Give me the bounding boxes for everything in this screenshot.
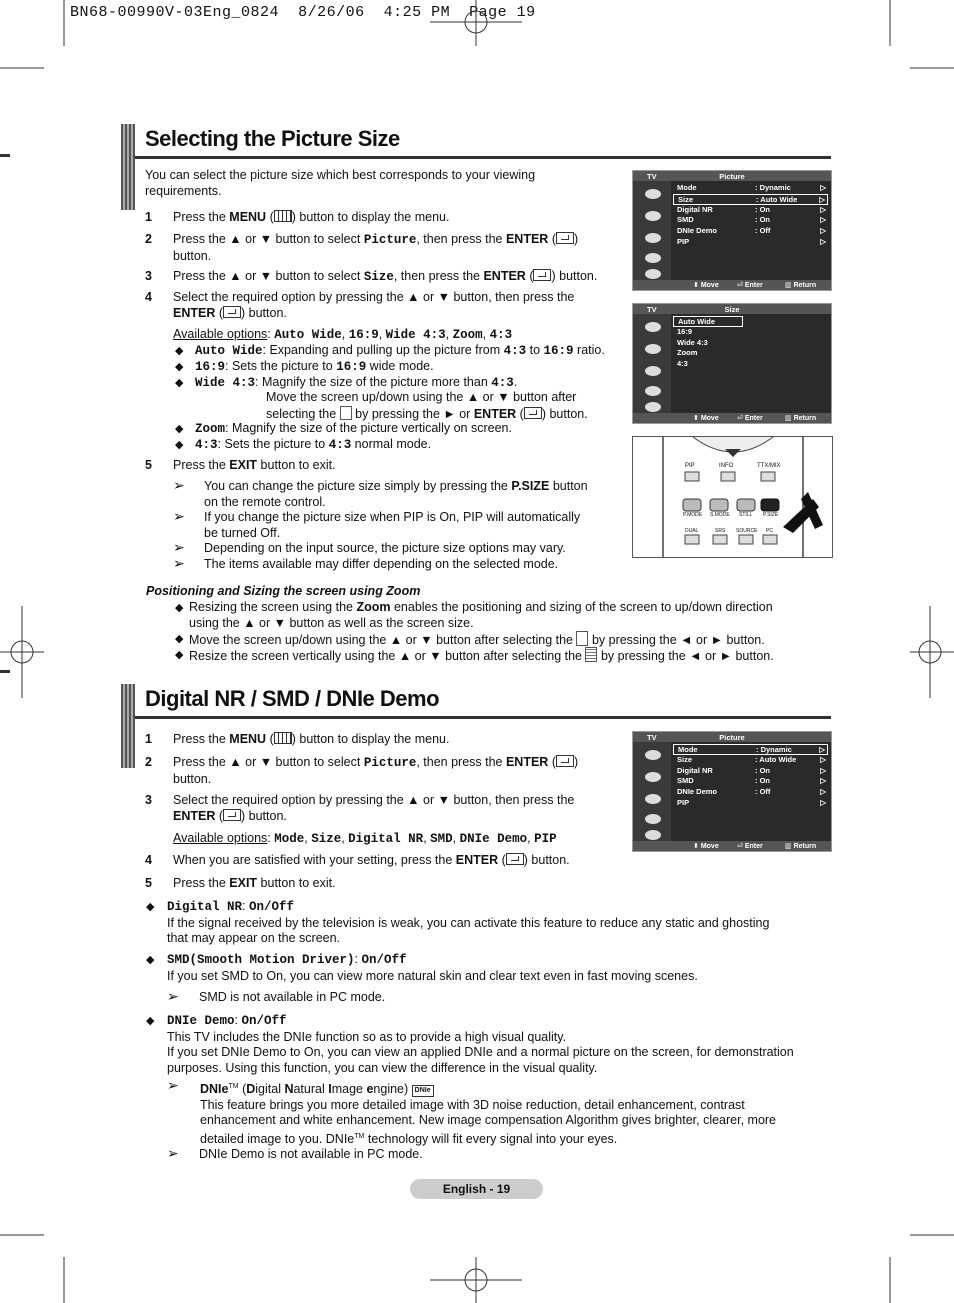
menu-icon <box>274 210 292 222</box>
osd-picture-menu: Picture TV Mode : Dynamic ▷ Size : Auto Wide ▷ Digital NR : On ▷ SMD : On ▷ DNIe Demo : Off ▷ PIP ▷ ⬍ Move ⏎ Enter ▥ Return <box>632 170 832 291</box>
enter-icon <box>506 853 524 865</box>
step-number: 1 <box>145 732 152 746</box>
feature-item: Digital NR: On/Off If the signal received by the television is weak, you can activate this feature to reduce any static and ghosting that may appear on the screen. <box>167 899 770 945</box>
feature-item: DNIe Demo: On/Off This TV includes the DNIe function so as to provide a high visual quality. If you set DNIe Demo to On, you can view an applied DNIe and a normal picture on the screen, for demonstration purposes. Using this function, you can view the difference in the visual quality. <box>167 1013 794 1075</box>
menu-icon <box>274 732 292 744</box>
note-text: Depending on the input source, the picture size options may vary. <box>204 541 566 555</box>
dnie-note: DNIe™ (Digital Natural Image engine) DNIe This feature brings you more detailed image with 3D noise reduction, detail enhancement, contrast enhancement and white enhancement. New image compensation Algorithm gives brighter, clearer, more detailed image to you. DNIe™ technology will fit every signal into your eyes. <box>200 1082 777 1146</box>
osd-row: Size : Auto Wide ▷ <box>677 754 826 764</box>
position-icon <box>340 406 352 420</box>
note-text: SMD is not available in PC mode. <box>199 990 386 1004</box>
step-text: Press the EXIT button to exit. <box>173 876 336 890</box>
note-arrow-icon: ➢ <box>167 988 179 1004</box>
diamond-bullet: ◆ <box>175 423 184 435</box>
osd-row-selected: Auto Wide <box>673 316 743 327</box>
option-desc: Auto Wide: Expanding and pulling up the picture from 4:3 to 16:9 ratio. <box>195 343 605 358</box>
step-text: Select the required option by pressing the ▲ or ▼ button, then press the ENTER ( ) button. <box>173 793 575 823</box>
enter-icon <box>223 306 241 318</box>
option-desc: 16:9: Sets the picture to 16:9 wide mode. <box>195 359 434 374</box>
osd-row: 16:9 <box>677 326 693 336</box>
step-text: When you are satisfied with your setting, press the ENTER ( ) button. <box>173 853 570 867</box>
osd-row: PIP ▷ <box>677 797 826 807</box>
diamond-bullet: ◆ <box>175 345 184 357</box>
section-title-bar <box>121 124 831 159</box>
section-title: Selecting the Picture Size <box>145 126 400 151</box>
step-number: 4 <box>145 290 152 304</box>
osd-row-selected: Size : Auto Wide ▷ <box>673 194 828 205</box>
osd-row: Mode : Dynamic ▷ <box>677 183 826 192</box>
osd-row: 4:3 <box>677 359 688 369</box>
osd-row: DNIe Demo : Off ▷ <box>677 787 826 797</box>
step-number: 5 <box>145 876 152 890</box>
step-text: Press the ▲ or ▼ button to select Picture, then press the ENTER ( ) button. <box>173 232 579 263</box>
remote-drawing <box>633 437 832 557</box>
option-desc-cont: selecting the by pressing the ► or ENTER ( ) button. <box>266 407 588 421</box>
enter-icon <box>524 407 542 419</box>
note-arrow-icon: ➢ <box>167 1077 179 1093</box>
step-text: Press the ▲ or ▼ button to select Picture, then press the ENTER ( ) button. <box>173 755 579 786</box>
osd-row-selected: Mode : Dynamic ▷ <box>673 744 828 755</box>
osd-row: SMD : On ▷ <box>677 215 826 225</box>
step-text: Press the ▲ or ▼ button to select Size, then press the ENTER ( ) button. <box>173 269 598 284</box>
enter-icon <box>556 232 574 244</box>
note-text: If you change the picture size when PIP is On, PIP will automatically be turned Off. <box>204 510 581 540</box>
step-text: Press the EXIT button to exit. <box>173 458 336 472</box>
zoom-item: Move the screen up/down using the ▲ or ▼ button after selecting the by pressing the ◄ or ► button. <box>189 633 765 647</box>
note-text: DNIe Demo is not available in PC mode. <box>199 1147 423 1161</box>
step-number: 5 <box>145 458 152 472</box>
osd-footer: ⬍ Move ⏎ Enter ▥ Return <box>633 841 831 851</box>
osd-size-menu: Size TV Auto Wide 16:9 Wide 4:3 Zoom 4:3 ⬍ Move ⏎ Enter ▥ Return <box>632 303 832 424</box>
step-text: Press the MENU ( ) button to display the menu. <box>173 732 450 746</box>
step-number: 3 <box>145 269 152 283</box>
option-desc: Wide 4:3: Magnify the size of the picture more than 4:3. <box>195 375 518 390</box>
note-arrow-icon: ➢ <box>173 539 185 555</box>
intro-text: You can select the picture size which best corresponds to your viewing requirements. <box>145 168 536 198</box>
title-stripe <box>121 684 135 768</box>
section-title-bar <box>121 684 831 719</box>
available-options: Available options: Mode, Size, Digital NR, SMD, DNIe Demo, PIP <box>173 831 557 846</box>
osd-sidebar <box>633 742 671 842</box>
note-arrow-icon: ➢ <box>173 508 185 524</box>
print-header: BN68-00990V-03Eng_0824 8/26/06 4:25 PM Page 19 <box>70 4 536 21</box>
osd-picture-menu: Picture TV Mode : Dynamic ▷ Size : Auto Wide ▷ Digital NR : On ▷ SMD : On ▷ DNIe Demo : Off ▷ PIP ▷ ⬍ Move ⏎ Enter ▥ Return <box>632 731 832 852</box>
option-desc: 4:3: Sets the picture to 4:3 normal mode. <box>195 437 432 452</box>
diamond-bullet: ◆ <box>175 439 184 451</box>
feature-item: SMD(Smooth Motion Driver): On/Off If you set SMD to On, you can view more natural skin and clear text even in fast moving scenes. <box>167 952 698 983</box>
note-arrow-icon: ➢ <box>173 477 185 493</box>
diamond-bullet: ◆ <box>175 361 184 373</box>
osd-sidebar <box>633 181 671 281</box>
osd-row: Wide 4:3 <box>677 337 708 347</box>
osd-row: DNIe Demo : Off ▷ <box>677 226 826 236</box>
dnie-logo: DNIe <box>412 1085 434 1097</box>
diamond-bullet: ◆ <box>146 954 155 966</box>
osd-row: Digital NR : On ▷ <box>677 765 826 775</box>
enter-icon <box>533 269 551 281</box>
enter-icon <box>223 809 241 821</box>
available-options: Available options: Auto Wide, 16:9, Wide 4:3, Zoom, 4:3 <box>173 327 513 342</box>
page-number-badge: English - 19 <box>410 1179 543 1199</box>
osd-row: Zoom <box>677 348 698 358</box>
diamond-bullet: ◆ <box>146 901 155 913</box>
step-number: 2 <box>145 232 152 246</box>
step-number: 2 <box>145 755 152 769</box>
zoom-item: Resize the screen vertically using the ▲ or ▼ button after selecting the by pressing the ◄ or ► button. <box>189 649 774 663</box>
enter-icon <box>556 755 574 767</box>
step-text: Select the required option by pressing the ▲ or ▼ button, then press the ENTER ( ) button. <box>173 290 575 320</box>
note-arrow-icon: ➢ <box>173 555 185 571</box>
step-number: 3 <box>145 793 152 807</box>
note-arrow-icon: ➢ <box>167 1145 179 1161</box>
note-text: You can change the picture size simply by pressing the P.SIZE button on the remote control. <box>204 479 588 509</box>
osd-row: PIP ▷ <box>677 236 826 246</box>
option-desc: Zoom: Magnify the size of the picture vertically on screen. <box>195 421 512 436</box>
diamond-bullet: ◆ <box>175 602 184 614</box>
step-text: Press the MENU ( ) button to display the menu. <box>173 210 450 224</box>
osd-row: Digital NR : On ▷ <box>677 204 826 214</box>
move-icon <box>576 631 588 646</box>
remote-control-illustration: PIP INFO TTX/MIX P.MODE S.MODE STILL P.SIZE DUAL SRS SOURCE PC <box>632 436 833 558</box>
zoom-subtitle: Positioning and Sizing the screen using Zoom <box>146 584 421 598</box>
title-stripe <box>121 124 135 210</box>
note-text: The items available may differ depending on the selected mode. <box>204 557 559 571</box>
diamond-bullet: ◆ <box>175 633 184 645</box>
zoom-item: Resizing the screen using the Zoom enables the positioning and sizing of the screen to up/down direction using the ▲ or ▼ button as well as the screen size. <box>189 600 773 630</box>
step-number: 4 <box>145 853 152 867</box>
section-title: Digital NR / SMD / DNIe Demo <box>145 686 440 711</box>
diamond-bullet: ◆ <box>175 377 184 389</box>
osd-sidebar <box>633 314 671 414</box>
osd-row: SMD : On ▷ <box>677 776 826 786</box>
diamond-bullet: ◆ <box>146 1015 155 1027</box>
diamond-bullet: ◆ <box>175 649 184 661</box>
step-number: 1 <box>145 210 152 224</box>
option-desc-cont: Move the screen up/down using the ▲ or ▼ button after <box>266 390 577 404</box>
resize-icon <box>585 647 597 662</box>
osd-footer: ⬍ Move ⏎ Enter ▥ Return <box>633 280 831 290</box>
osd-footer: ⬍ Move ⏎ Enter ▥ Return <box>633 413 831 423</box>
